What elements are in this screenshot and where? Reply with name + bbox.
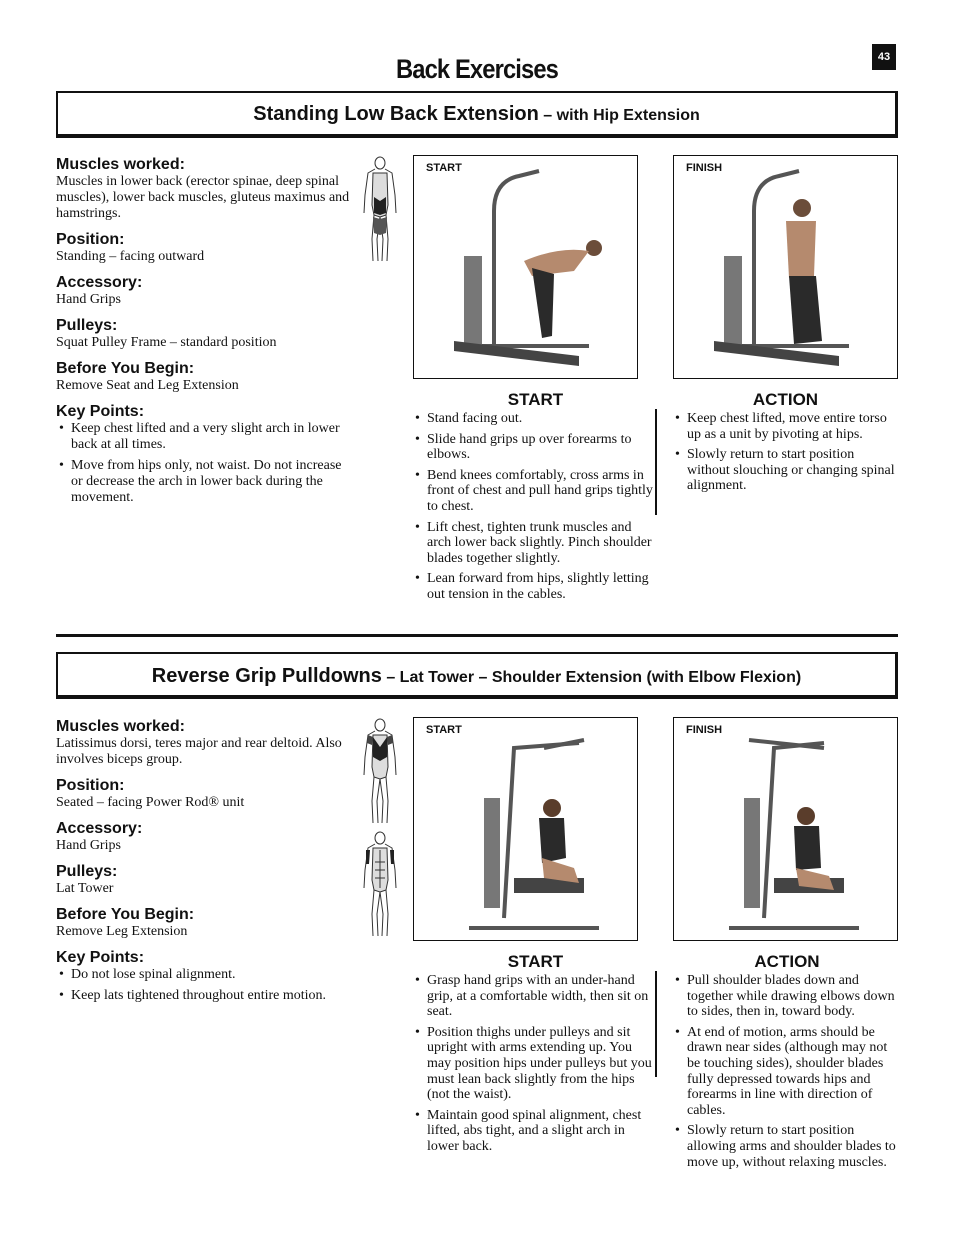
position-heading: Position: bbox=[56, 231, 125, 248]
muscles-text: Latissimus dorsi, teres major and rear deltoid. Also involves biceps group. bbox=[56, 736, 342, 767]
exercise2-title: Reverse Grip Pulldowns bbox=[151, 665, 382, 687]
section-divider bbox=[56, 634, 898, 637]
key-points-heading: Key Points: bbox=[56, 949, 145, 966]
start-step: • Lift chest, tighten trunk muscles and arch lower back slightly. Pinch shoulder blades together slightly. bbox=[413, 520, 658, 567]
start-step: • Lean forward from hips, slightly letting out tension in the cables. bbox=[413, 571, 658, 602]
position-text: Standing – facing outward bbox=[56, 249, 205, 264]
key-points-list bbox=[56, 421, 351, 506]
photo-label-start: START bbox=[426, 724, 462, 736]
before-you-begin-heading: Before You Begin: bbox=[56, 906, 195, 923]
action-heading: ACTION bbox=[754, 952, 820, 971]
anatomy-back-figure-icon bbox=[360, 717, 400, 827]
key-point: • Keep chest lifted and a very slight arch in lower back at all times. bbox=[56, 421, 351, 453]
accessory-text: Hand Grips bbox=[56, 292, 121, 307]
before-you-begin-text: Remove Leg Extension bbox=[56, 924, 188, 939]
muscles-text: Muscles in lower back (erector spinae, deep spinal muscles), lower back muscles, gluteus maximus and hamstrings. bbox=[56, 174, 350, 221]
start-step: • Maintain good spinal alignment, chest lifted, abs tight, and a slight arch in lower back. bbox=[413, 1108, 658, 1155]
pulleys-heading: Pulleys: bbox=[56, 863, 118, 880]
photo-label-finish: FINISH bbox=[686, 724, 723, 736]
start-step: • Grasp hand grips with an under-hand grip, at a comfortable width, then sit on seat. bbox=[413, 973, 658, 1020]
start-steps bbox=[413, 411, 658, 603]
start-steps bbox=[413, 973, 658, 1155]
page-number: 43 bbox=[872, 44, 896, 70]
start-step: • Position thighs under pulleys and sit upright with arms extending up. You may position hips under pulleys but you must lean back slightly from the hips (not the waist). bbox=[413, 1025, 658, 1103]
key-point: • Move from hips only, not waist. Do not increase or decrease the arch in lower back during the movement. bbox=[56, 458, 351, 506]
exercise2-title-box bbox=[56, 652, 898, 699]
key-points-heading: Key Points: bbox=[56, 403, 145, 420]
exercise1-action-column bbox=[673, 390, 898, 499]
start-heading: START bbox=[507, 952, 564, 971]
exercise2-info bbox=[56, 717, 351, 1009]
action-step: • Keep chest lifted, move entire torso up as a unit by pivoting at hips. bbox=[673, 411, 898, 442]
exercise1-start-column bbox=[413, 390, 658, 608]
action-step: • At end of motion, arms should be drawn near sides (although may not be touching sides), shoulder blades fully depressed towards hips and forearms in line with direction of cables. bbox=[673, 1025, 901, 1119]
column-divider bbox=[655, 409, 657, 515]
pulleys-text: Lat Tower bbox=[56, 881, 114, 896]
column-divider bbox=[655, 971, 657, 1077]
pulleys-text: Squat Pulley Frame – standard position bbox=[56, 335, 277, 350]
exercise1-title: Standing Low Back Extension bbox=[253, 103, 539, 125]
action-step: • Slowly return to start position without slouching or changing spinal alignment. bbox=[673, 447, 898, 494]
accessory-text: Hand Grips bbox=[56, 838, 121, 853]
start-heading: START bbox=[507, 390, 564, 409]
accessory-heading: Accessory: bbox=[56, 274, 143, 291]
exercise1-info bbox=[56, 155, 351, 511]
start-step: • Stand facing out. bbox=[413, 411, 658, 427]
key-point: • Do not lose spinal alignment. bbox=[56, 967, 351, 983]
position-heading: Position: bbox=[56, 777, 125, 794]
start-step: • Bend knees comfortably, cross arms in front of chest and pull hand grips tightly to chest. bbox=[413, 468, 658, 515]
exercise2-action-column bbox=[673, 952, 901, 1175]
before-you-begin-text: Remove Seat and Leg Extension bbox=[56, 378, 239, 393]
exercise1-title-box bbox=[56, 91, 898, 138]
key-points-list bbox=[56, 967, 351, 1004]
exercise1-subtitle: – with Hip Extension bbox=[543, 107, 700, 124]
start-step: • Slide hand grips up over forearms to elbows. bbox=[413, 432, 658, 463]
exercise1-finish-photo bbox=[673, 155, 898, 379]
action-heading: ACTION bbox=[752, 390, 819, 409]
anatomy-back-figure-icon bbox=[360, 155, 400, 265]
muscles-heading: Muscles worked: bbox=[56, 718, 185, 735]
action-steps bbox=[673, 411, 898, 494]
photo-label-finish: FINISH bbox=[686, 162, 723, 174]
anatomy-front-figure-icon bbox=[360, 830, 400, 940]
exercise2-finish-photo bbox=[673, 717, 898, 941]
position-text: Seated – facing Power Rod® unit bbox=[56, 795, 245, 810]
page-title: Back Exercises bbox=[395, 54, 559, 84]
action-step: • Slowly return to start position allowing arms and shoulder blades to move up, without relaxing muscles. bbox=[673, 1123, 901, 1170]
exercise2-start-column bbox=[413, 952, 658, 1160]
photo-label-start: START bbox=[426, 162, 462, 174]
action-step: • Pull shoulder blades down and together while drawing elbows down to sides, then in, toward body. bbox=[673, 973, 901, 1020]
before-you-begin-heading: Before You Begin: bbox=[56, 360, 195, 377]
exercise1-start-photo bbox=[413, 155, 638, 379]
exercise2-subtitle: – Lat Tower – Shoulder Extension (with Elbow Flexion) bbox=[386, 669, 802, 686]
exercise2-start-photo bbox=[413, 717, 638, 941]
accessory-heading: Accessory: bbox=[56, 820, 143, 837]
action-steps bbox=[673, 973, 901, 1170]
key-point: • Keep lats tightened throughout entire motion. bbox=[56, 988, 351, 1004]
pulleys-heading: Pulleys: bbox=[56, 317, 118, 334]
muscles-heading: Muscles worked: bbox=[56, 156, 185, 173]
